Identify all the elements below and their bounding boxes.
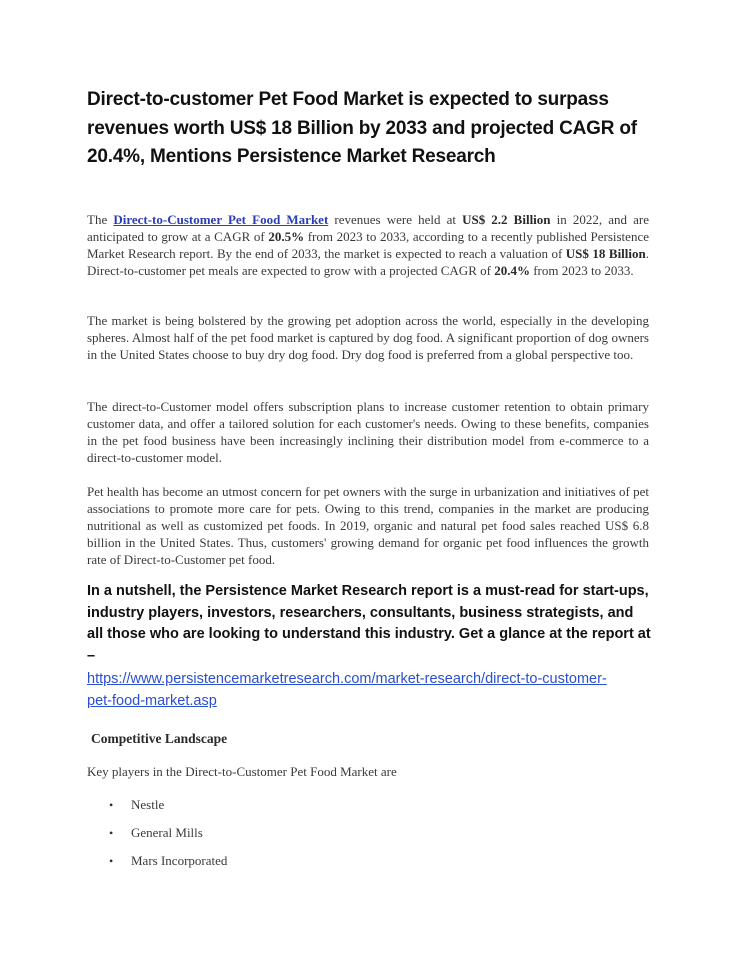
nutshell-paragraph: In a nutshell, the Persistence Market Research report is a must-read for start-ups, industry players, investors, researchers, consultants, business strategists, and all those who are looking to understand this industry. Get a glance at the report at –: [87, 583, 651, 664]
adoption-paragraph: The market is being bolstered by the growing pet adoption across the world, especially in the developing spheres. Almost half of the pet food market is captured by dog food. A significant proportion of dog owners in the United States choose to buy dry dog food. Dry dog food is preferred from a global perspective too.: [87, 313, 649, 362]
cagr-value: 20.5%: [268, 229, 305, 244]
list-item: [87, 824, 227, 852]
intro-paragraph: [87, 211, 649, 279]
report-url-link[interactable]: https://www.persistencemarketresearch.com/market-research/direct-to-customer-pet-food-market.asp: [87, 671, 607, 709]
list-item: [87, 852, 227, 880]
intro-text: in 2022, and are anticipated to grow at a CAGR of: [87, 212, 649, 244]
player-name: Nestle: [131, 797, 165, 812]
intro-text: from 2023 to 2033.: [529, 263, 634, 278]
intro-text: from 2023 to 2033, according to a recently published Persistence Market Research report. By the end of 2033, the market is expected to reach a valuation of: [87, 229, 649, 261]
revenue-2022-value: US$ 2.2 Billion: [462, 212, 551, 227]
key-players-intro: Key players in the Direct-to-Customer Pet Food Market are: [87, 764, 397, 779]
page-title: Direct-to-customer Pet Food Market is expected to surpass revenues worth US$ 18 Billion by 2033 and projected CAGR of 20.4%, Mentions Persistence Market Research: [87, 89, 637, 167]
intro-text: . Direct-to-customer pet meals are expected to grow with a projected CAGR of: [87, 246, 649, 278]
projected-cagr-value: 20.4%: [494, 263, 530, 278]
bullet-icon: •: [109, 826, 114, 840]
player-name: General Mills: [131, 825, 203, 840]
key-players-list: [87, 796, 227, 880]
player-name: Mars Incorporated: [131, 853, 228, 868]
market-link[interactable]: Direct-to-Customer Pet Food Market: [113, 212, 329, 227]
intro-text: The: [87, 212, 114, 227]
bullet-icon: •: [109, 798, 114, 812]
valuation-2033-value: US$ 18 Billion: [565, 246, 646, 261]
competitive-landscape-heading: Competitive Landscape: [91, 731, 228, 746]
intro-text: revenues were held at: [328, 212, 463, 227]
model-paragraph: The direct-to-Customer model offers subscription plans to increase customer retention to obtain primary customer data, and offer a tailored solution for each customer's needs. Owing to these benefits, companies in the pet food business have been increasingly inclining their distribution model from e-commerce to a direct-to-customer model.: [87, 399, 649, 465]
bullet-icon: •: [109, 854, 114, 868]
health-paragraph: Pet health has become an utmost concern for pet owners with the surge in urbanization and initiatives of pet associations to promote more care for pets. Owing to this trend, companies in the market are producing nutritional as well as customized pet foods. In 2019, organic and natural pet food sales reached US$ 6.8 billion in the United States. Thus, customers' growing demand for organic pet food influences the growth rate of Direct-to-Customer pet food.: [87, 484, 649, 567]
list-item: [87, 796, 227, 824]
